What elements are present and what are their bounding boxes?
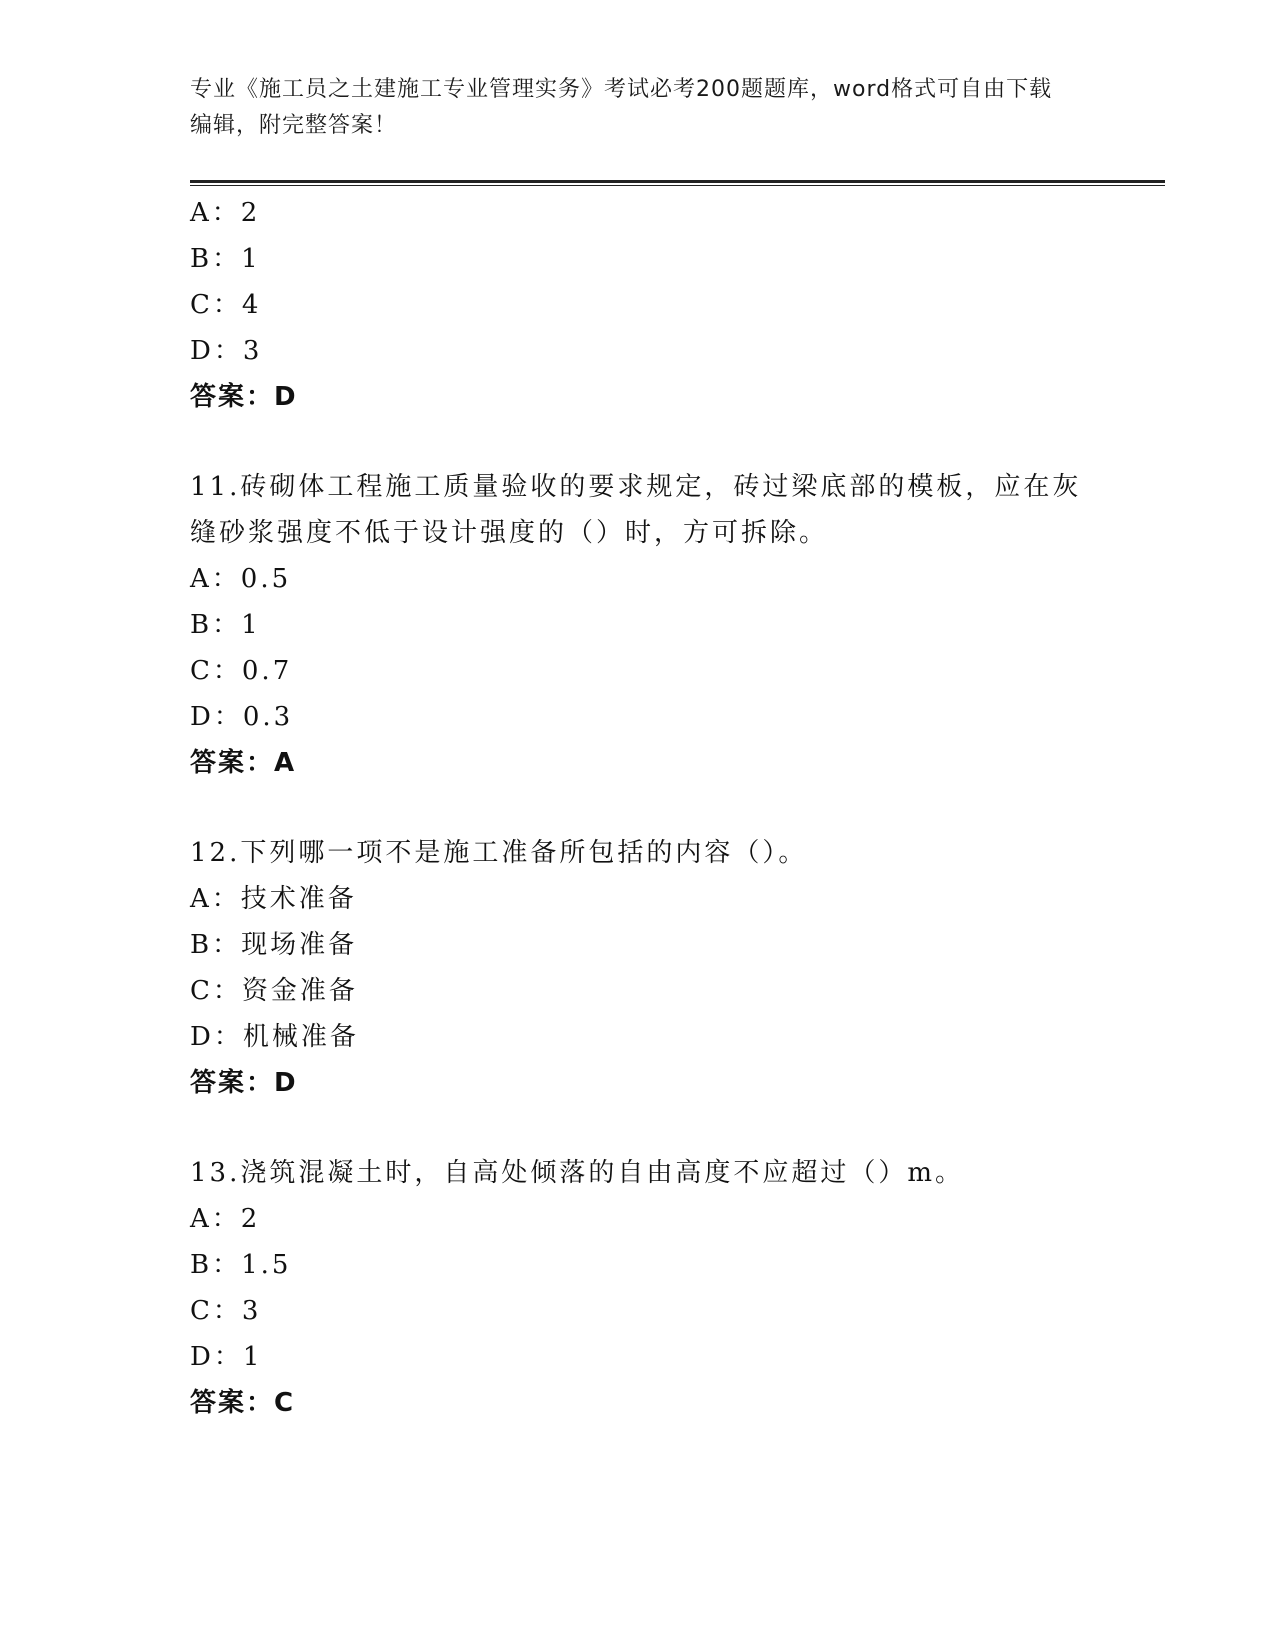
option-a: A：2 bbox=[190, 198, 261, 228]
header-rule-thin bbox=[190, 185, 1165, 186]
header-rule-thick bbox=[190, 180, 1165, 183]
answer: 答案：D bbox=[190, 382, 298, 412]
spacer bbox=[190, 1106, 1090, 1150]
option-c: C：资金准备 bbox=[190, 976, 358, 1006]
option-a: A：技术准备 bbox=[190, 884, 357, 914]
option-d: D：1 bbox=[190, 1342, 263, 1372]
option-b: B：现场准备 bbox=[190, 930, 358, 960]
option-d: D：0.3 bbox=[190, 702, 294, 732]
question-stem: 12.下列哪一项不是施工准备所包括的内容（）。 bbox=[190, 838, 808, 868]
question-stem-line-2: 缝砂浆强度不低于设计强度的（）时，方可拆除。 bbox=[190, 518, 829, 548]
question-12 bbox=[190, 830, 1090, 1106]
spacer bbox=[190, 420, 1090, 464]
option-d: D：机械准备 bbox=[190, 1022, 359, 1052]
document-header-title: 专业《施工员之土建施工专业管理实务》考试必考200题题库，word格式可自由下载编辑，附完整答案！ bbox=[190, 77, 1053, 138]
option-b: B：1 bbox=[190, 244, 261, 274]
question-list bbox=[190, 190, 1090, 1426]
question-11 bbox=[190, 464, 1090, 786]
option-b: B：1.5 bbox=[190, 1250, 292, 1280]
option-d: D：3 bbox=[190, 336, 263, 366]
option-b: B：1 bbox=[190, 610, 261, 640]
spacer bbox=[190, 786, 1090, 830]
question-stem: 13.浇筑混凝土时，自高处倾落的自由高度不应超过（）m。 bbox=[190, 1158, 965, 1188]
option-c: C：4 bbox=[190, 290, 262, 320]
option-a: A：0.5 bbox=[190, 564, 292, 594]
answer: 答案：D bbox=[190, 1068, 298, 1098]
question-stem-line-1: 11.砖砌体工程施工质量验收的要求规定，砖过梁底部的模板，应在灰 bbox=[190, 472, 1082, 502]
question-13 bbox=[190, 1150, 1090, 1426]
question-10 bbox=[190, 190, 1090, 420]
option-c: C：0.7 bbox=[190, 656, 293, 686]
answer: 答案：A bbox=[190, 748, 297, 778]
answer: 答案：C bbox=[190, 1388, 296, 1418]
option-c: C：3 bbox=[190, 1296, 262, 1326]
option-a: A：2 bbox=[190, 1204, 261, 1234]
